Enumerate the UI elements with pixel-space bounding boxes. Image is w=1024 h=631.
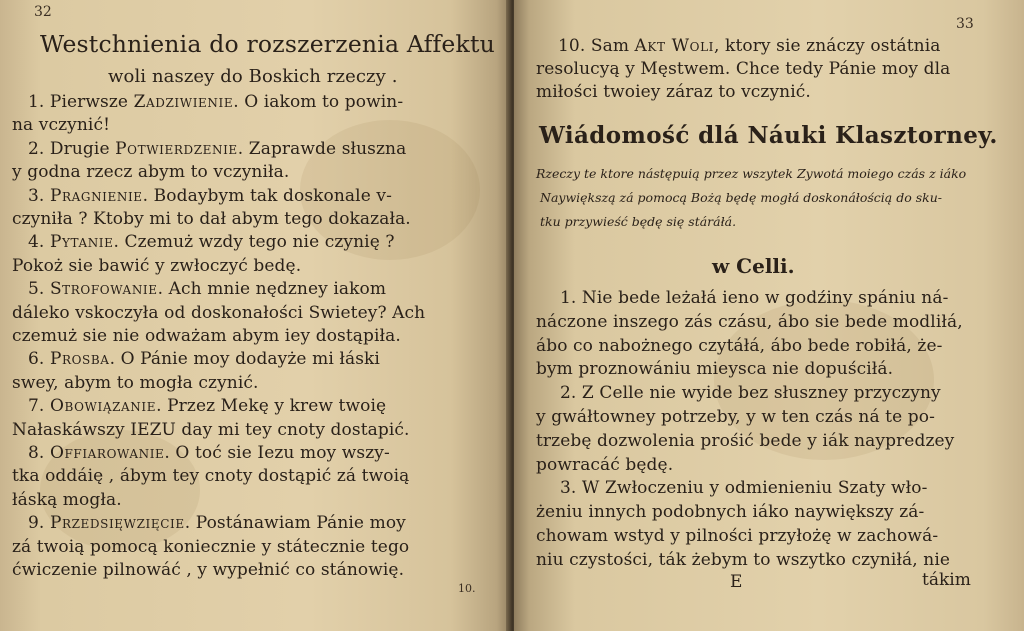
catchword: 10.: [458, 582, 476, 595]
text-line: [12, 466, 409, 486]
text-line: [558, 36, 940, 56]
page-subtitle: woli naszey do Boskich rzeczy .: [108, 66, 398, 87]
text-line: [28, 279, 386, 299]
page-number: 32: [34, 4, 52, 20]
text-span: . Bodaybym tak doskonale v-: [142, 185, 392, 206]
text-line: [12, 303, 425, 323]
text-span: . Przez Mekę y krew twoię: [156, 396, 387, 417]
text-line: niu czystości, ták żebym to wszytko czyniłá, nie: [536, 549, 951, 570]
text-span: 5.: [28, 279, 50, 300]
text-span: 4.: [28, 232, 50, 253]
text-line: [28, 186, 392, 206]
small-caps-term: Pytanie: [49, 232, 114, 253]
text-line: powracáć będę.: [536, 454, 674, 475]
text-line: chowam wstyd y pilności przyłożę w zachowá-: [536, 526, 939, 546]
small-caps-term: Prosba: [49, 349, 110, 370]
text-span: , ktory sie znáczy ostátnia: [714, 36, 941, 56]
small-caps-term: Pragnienie: [49, 185, 143, 206]
text-span: Pokoż sie bawić y zwłoczyć bedę.: [12, 255, 302, 276]
text-span: 3.: [28, 185, 50, 206]
text-span: Nałaskáwszy IEZU day mi tey cnoty dostapić.: [12, 419, 410, 440]
text-line: [28, 396, 386, 416]
text-span: 10. Sam: [558, 36, 635, 56]
right-page: [514, 0, 1024, 631]
text-span: zá twoią pomocą koniecznie y státecznie tego: [12, 536, 410, 557]
text-line: [536, 82, 811, 102]
text-span: . Postánawiam Pánie moy: [184, 513, 406, 534]
small-caps-term: Przedsięwzięcie: [49, 513, 185, 534]
text-span: miłości twoiey záraz to vczynić.: [536, 82, 811, 102]
text-span: swey, abym to mogła czynić.: [12, 372, 259, 393]
text-span: 7.: [28, 396, 50, 417]
text-line: [12, 560, 404, 580]
text-line: [12, 115, 110, 135]
page-number: 33: [956, 16, 974, 32]
text-span: . O iakom to powin-: [233, 92, 404, 112]
text-span: resolucyą y Męstwem. Chce tedy Pánie moy dla: [536, 59, 951, 79]
catchword: tákim: [922, 570, 971, 590]
text-line: [12, 209, 411, 229]
text-line: [28, 232, 395, 252]
text-span: 9.: [28, 513, 50, 534]
text-line: [28, 513, 406, 533]
text-line: [12, 256, 301, 276]
text-span: . Zaprawde słuszna: [237, 138, 407, 159]
text-line: tku przywieść będę się stáráłá.: [540, 214, 737, 229]
small-caps-term: Strofowanie: [49, 279, 158, 300]
text-line: [28, 349, 380, 369]
small-caps-term: Potwierdzenie: [115, 138, 238, 159]
text-span: czemuż sie nie odważam abym iey dostąpiła.: [12, 326, 401, 346]
section-subheading: w Celli.: [712, 254, 795, 278]
text-span: łáską mogła.: [12, 489, 122, 510]
text-line: trzebę dozwolenia prośić bede y iák naypredzey: [536, 430, 955, 451]
text-span: na vczynić!: [12, 115, 111, 136]
text-span: 2. Drugie: [28, 138, 116, 159]
text-span: y godna rzecz abym to vczyniła.: [12, 162, 290, 183]
text-span: dáleko vskoczyła od doskonałości Swietey? Ach: [12, 302, 426, 323]
small-caps-term: Zadziwienie: [133, 92, 234, 112]
text-line: [12, 326, 401, 346]
text-line: [12, 537, 409, 557]
text-span: . O Pánie moy dodayże mi łáski: [109, 349, 380, 370]
text-line: 1. Nie bede leżałá ieno w godźiny spániu ná-: [560, 288, 949, 308]
text-span: 1. Pierwsze: [28, 92, 134, 112]
section-heading: Wiádomość dlá Náuki Klasztorney.: [539, 122, 998, 149]
text-line: ábo co nabożnego czytáłá, ábo bede robiłá, że-: [536, 335, 943, 356]
text-span: 6.: [28, 349, 50, 370]
signature-mark: E: [730, 572, 743, 592]
text-span: . Czemuż wzdy tego nie czynię ?: [113, 232, 395, 253]
text-line: [12, 162, 289, 182]
page-title: Westchnienia do rozszerzenia Affektu: [40, 30, 495, 58]
text-span: czyniła ? Ktoby mi to dał abym tego dokazała.: [12, 209, 411, 229]
text-span: ćwiczenie pilnowáć , y wypełnić co stánowię.: [12, 560, 405, 580]
text-line: 3. W Zwłoczeniu y odmienieniu Szaty wło-: [560, 478, 928, 499]
text-span: . Ach mnie nędzney iakom: [157, 279, 387, 300]
text-line: [12, 420, 410, 440]
small-caps-term: Offiarowanie: [49, 443, 165, 463]
text-span: tka oddáię , ábym tey cnoty dostąpić zá twoią: [12, 466, 410, 487]
text-line: [28, 443, 390, 463]
text-line: [12, 490, 122, 510]
text-line: náczone inszego zás czásu, ábo sie bede modliłá,: [536, 311, 963, 332]
text-line: y gwáłtowney potrzeby, y w ten czás ná te po-: [536, 407, 935, 427]
text-line: żeniu innych podobnych iáko naywiększy zá-: [536, 502, 925, 523]
small-caps-term: Obowiązanie: [49, 396, 157, 417]
text-line: [28, 139, 406, 159]
text-line: [28, 92, 403, 112]
text-span: . O toć sie Iezu moy wszy-: [164, 443, 390, 463]
text-line: bym proznowániu mieysca nie dopuściłá.: [536, 359, 894, 380]
text-line: [12, 373, 259, 393]
small-caps-term: Akt Woli: [634, 36, 715, 56]
text-line: Rzeczy te ktore nástępuią przez wszytek Zywotá moiego czás z iáko: [536, 166, 967, 181]
text-line: 2. Z Celle nie wyide bez słuszney przyczyny: [560, 383, 941, 404]
text-line: [536, 59, 950, 79]
text-line: Naywiększą zá pomocą Bożą będę mogłá doskonáłością do sku-: [540, 190, 942, 205]
text-span: 8.: [28, 443, 50, 463]
